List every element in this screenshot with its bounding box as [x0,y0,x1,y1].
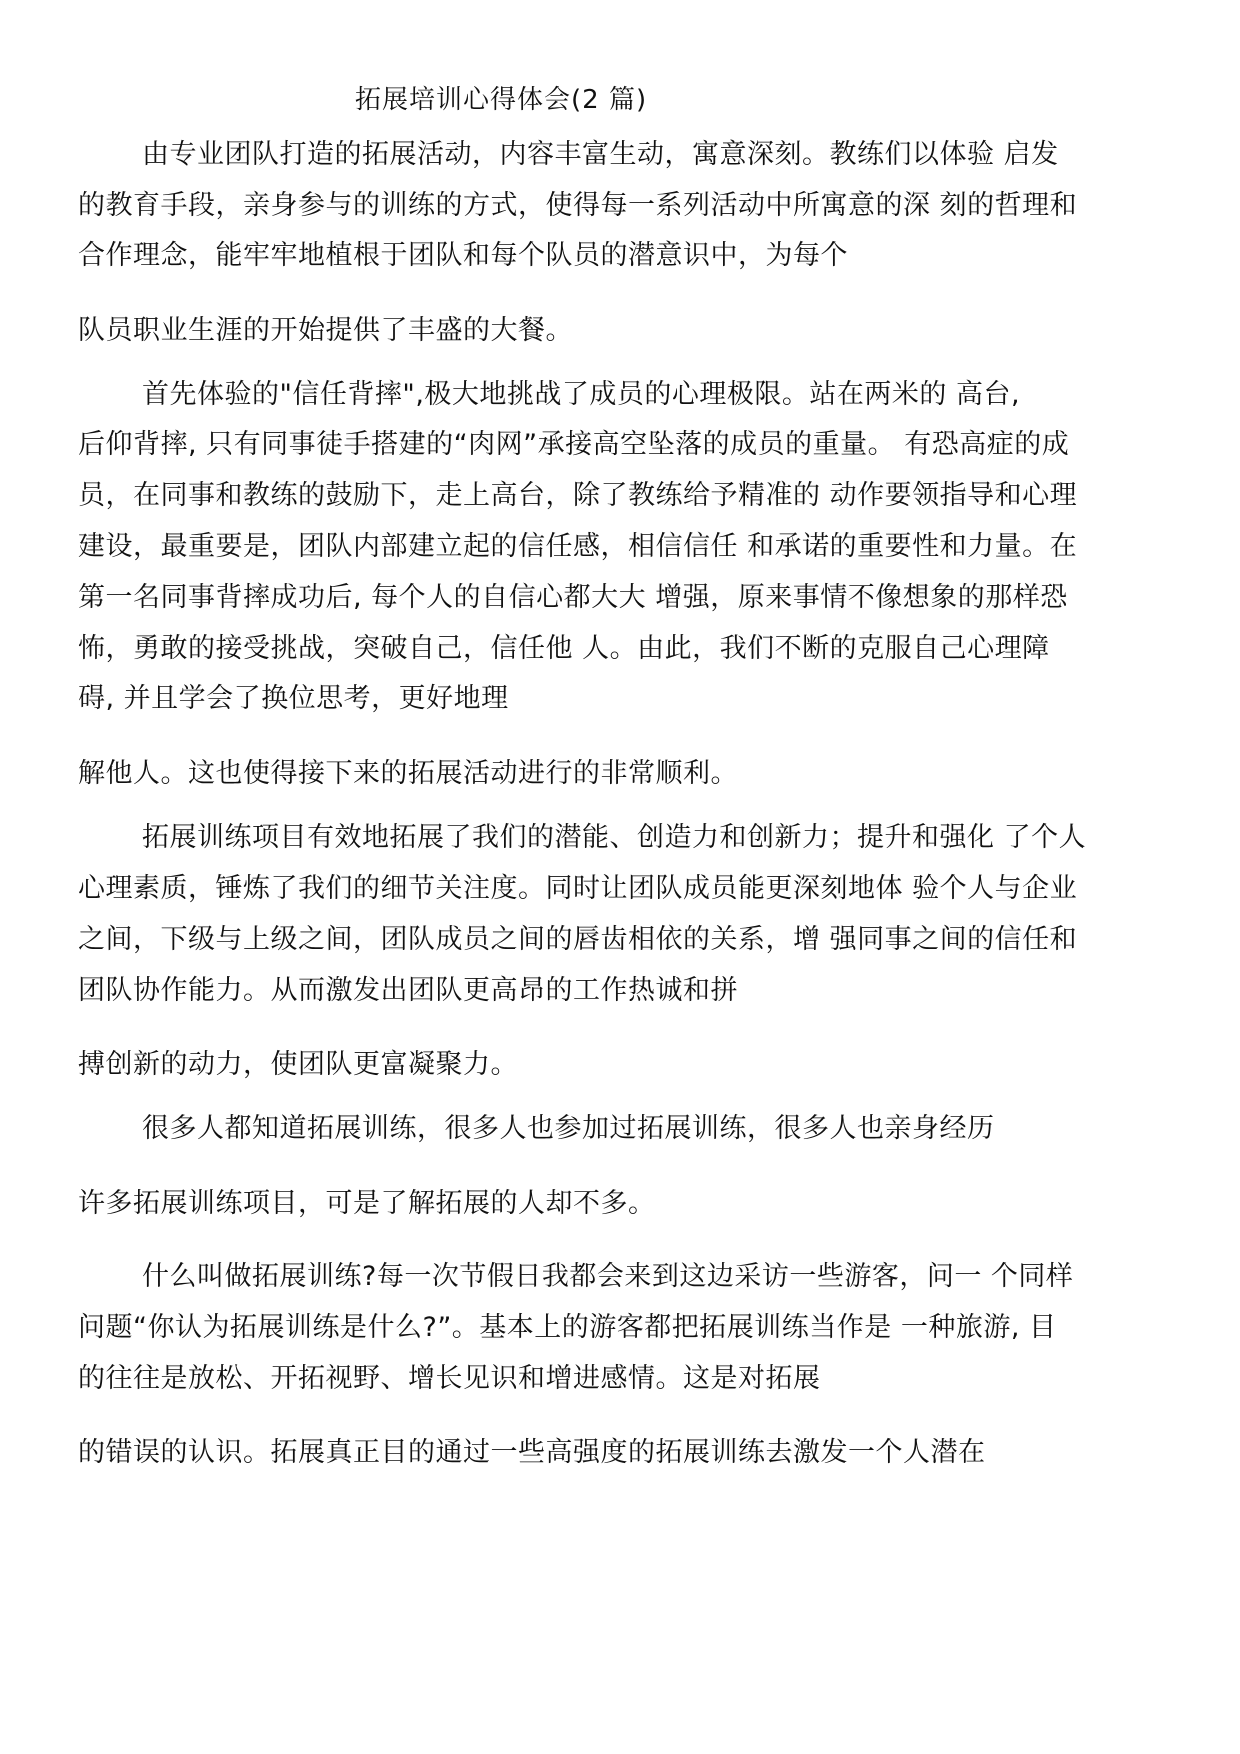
text-line: 首先体验的"信任背摔",极大地挑战了成员的心理极限。站在两米的 高台, [142,379,1021,410]
text-line: 解他人。这也使得接下来的拓展活动进行的非常顺利。 [78,758,738,789]
text-line: 很多人都知道拓展训练，很多人也参加过拓展训练，很多人也亲身经历 [142,1113,995,1144]
text-line: 碍, 并且学会了换位思考，更好地理 [78,683,509,714]
text-line: 员，在同事和教练的鼓励下，走上高台，除了教练给予精准的 动作要领指导和心理 [78,480,1078,511]
text-line: 建设，最重要是，团队内部建立起的信任感，相信信任 和承诺的重要性和力量。在 [78,531,1078,562]
text-line: 的错误的认识。拓展真正目的通过一些高强度的拓展训练去激发一个人潜在 [78,1437,986,1468]
text-line: 拓展训练项目有效地拓展了我们的潜能、创造力和创新力；提升和强化 了个人 [142,822,1087,853]
text-line: 由专业团队打造的拓展活动，内容丰富生动，寓意深刻。教练们以体验 启发 [142,139,1059,170]
text-line: 队员职业生涯的开始提供了丰盛的大餐。 [78,315,573,346]
text-line: 团队协作能力。从而激发出团队更高昂的工作热诚和拼 [78,975,738,1006]
text-line: 问题“你认为拓展训练是什么?”。基本上的游客都把拓展训练当作是 一种旅游, 目 [78,1312,1057,1343]
text-line: 什么叫做拓展训练?每一次节假日我都会来到这边采访一些游客，问一 个同样 [142,1261,1074,1292]
text-line: 后仰背摔, 只有同事徒手搭建的“肉网”承接高空坠落的成员的重量。 有恐高症的成 [78,429,1070,460]
document-title: 拓展培训心得体会(2 篇) [355,85,648,115]
text-line: 怖，勇敢的接受挑战，突破自己，信任他 人。由此，我们不断的克服自己心理障 [78,633,1050,664]
text-line: 心理素质，锤炼了我们的细节关注度。同时让团队成员能更深刻地体 验个人与企业 [78,873,1078,904]
text-line: 搏创新的动力，使团队更富凝聚力。 [78,1049,518,1080]
text-line: 的往往是放松、开拓视野、增长见识和增进感情。这是对拓展 [78,1363,821,1394]
text-line: 合作理念，能牢牢地植根于团队和每个队员的潜意识中，为每个 [78,240,848,271]
text-line: 许多拓展训练项目，可是了解拓展的人却不多。 [78,1188,656,1219]
text-line: 的教育手段，亲身参与的训练的方式，使得每一系列活动中所寓意的深 刻的哲理和 [78,190,1078,221]
text-line: 之间，下级与上级之间，团队成员之间的唇齿相依的关系，增 强同事之间的信任和 [78,924,1078,955]
text-line: 第一名同事背摔成功后, 每个人的自信心都大大 增强，原来事情不像想象的那样恐 [78,582,1068,613]
